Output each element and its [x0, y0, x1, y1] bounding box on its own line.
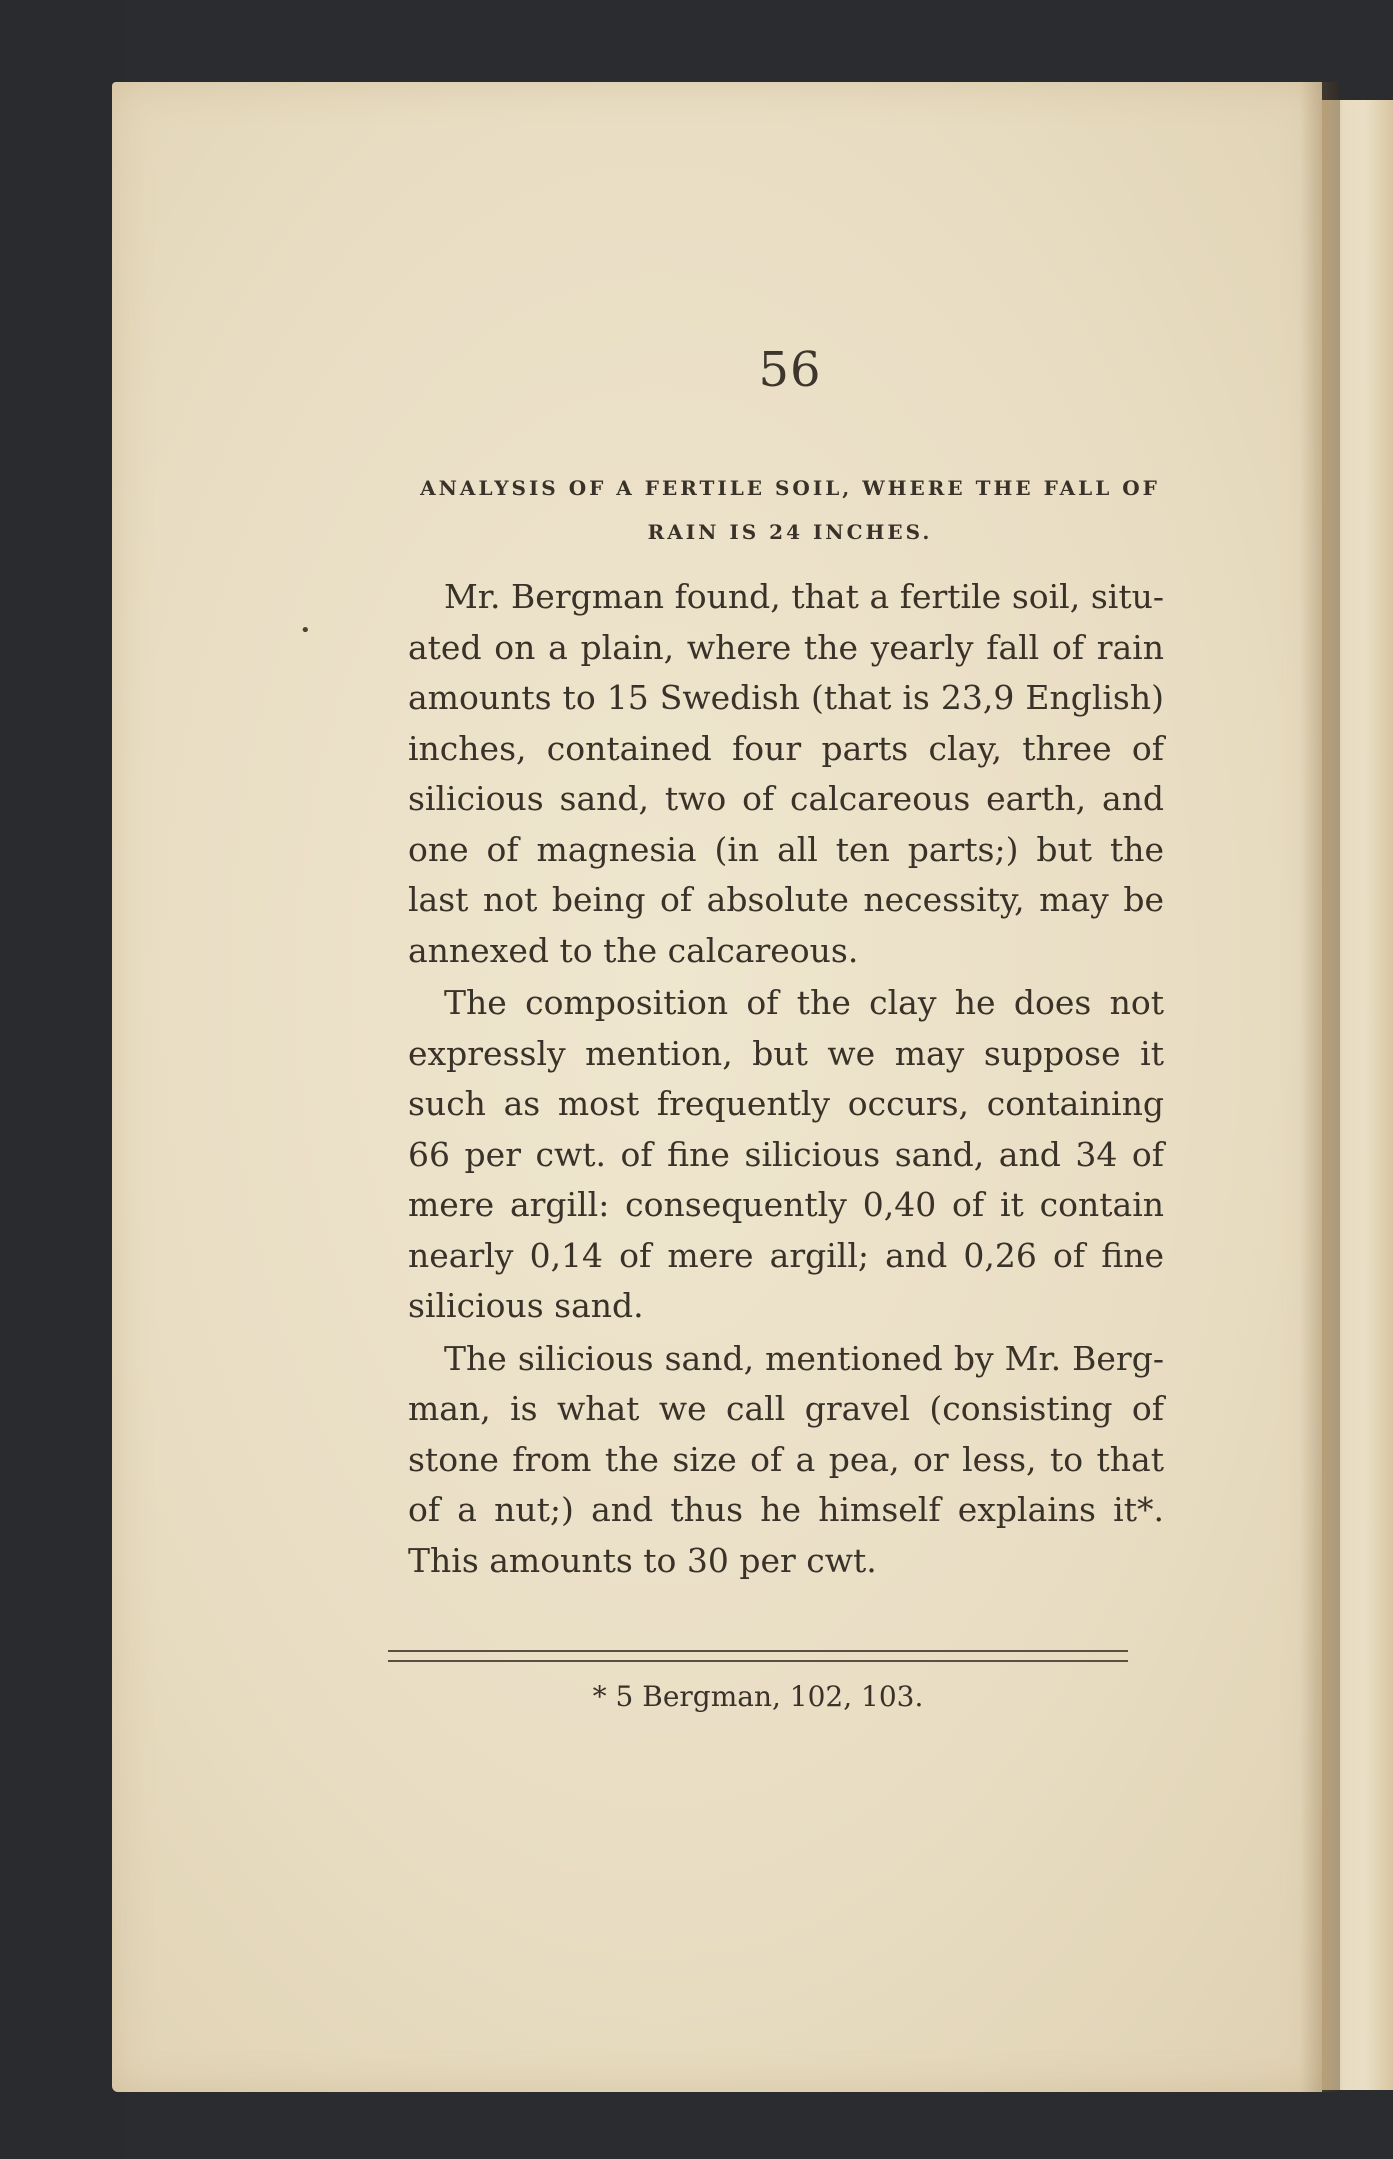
paragraph: The composition of the clay he does not expressly mention, but we may suppose it such as most frequently occurs, containing 66 per cwt. of fine silicious sand, and 34 of mere argill: consequently 0,40 of it contain nearly 0,14 of mere argill; and 0,26 of fine silicious sand.	[408, 983, 1164, 1325]
ink-speck: •	[300, 620, 311, 641]
footnote: * 5 Bergman, 102, 103.	[592, 1680, 924, 1713]
section-heading: ANALYSIS OF A FERTILE SOIL, WHERE THE FALL OF RAIN IS 24 INCHES.	[420, 476, 1160, 544]
footnote-rule	[388, 1650, 1128, 1662]
paragraph: Mr. Bergman found, that a fertile soil, situated on a plain, where the yearly fall of rain amounts to 15 Swedish (that is 23,9 English) inches, contained four parts clay, three of silicious sand, two of calcareous earth, and one of magnesia (in all ten parts;) but the last not being of absolute necessity, may be annexed to the calcareous.	[408, 577, 1164, 970]
page-number: 56	[758, 342, 822, 398]
scan-backdrop	[0, 0, 125, 2159]
paragraph: The silicious sand, mentioned by Mr. Bergman, is what we call gravel (consisting of stone from the size of a pea, or less, to that of a nut;) and thus he himself explains it*. This amounts to 30 per cwt.	[408, 1338, 1164, 1580]
body-text	[408, 572, 1164, 1588]
